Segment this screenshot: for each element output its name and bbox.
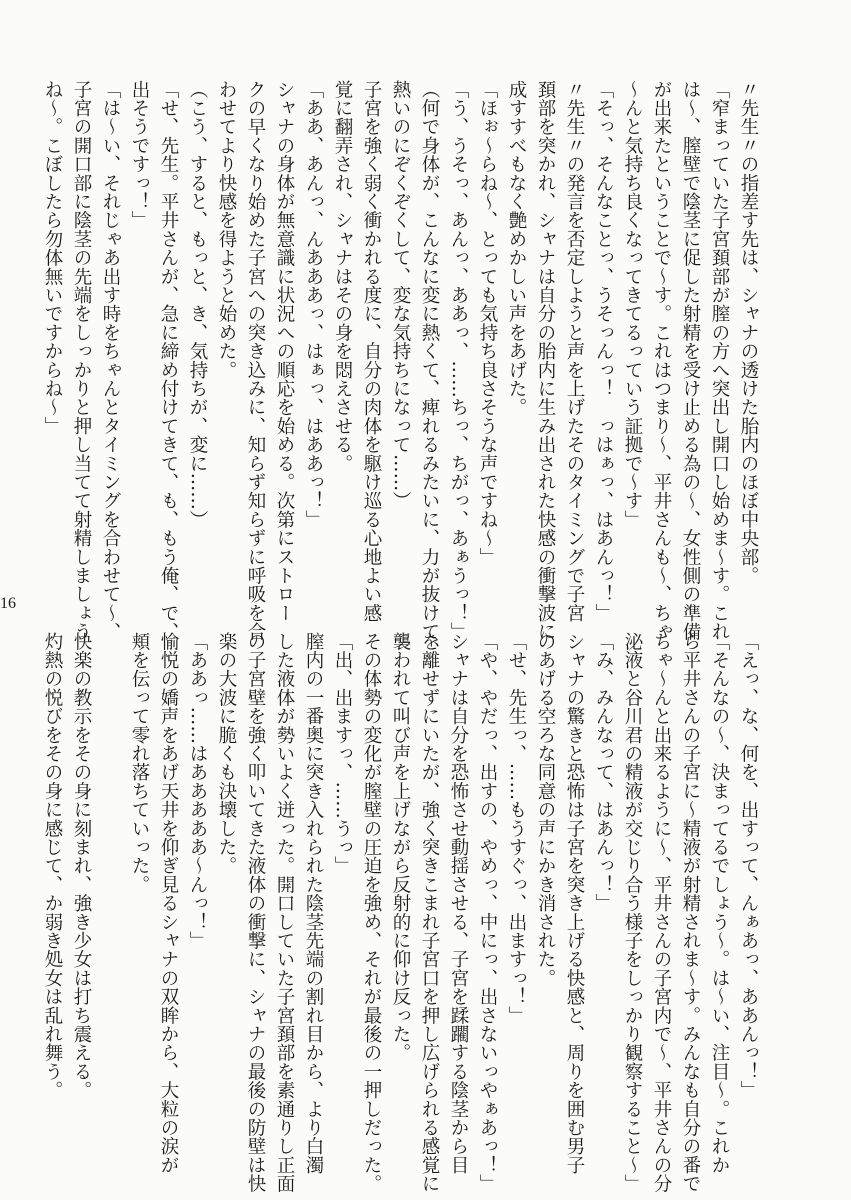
text-line: 子宮の開口部に陰茎の先端をしっかりと押し当てて射精しましょう xyxy=(71,80,92,641)
text-line: 熱いのにぞくぞくして、変な気持ちになって……） xyxy=(390,80,411,511)
text-line: （何で身体が、こんなに変に熱くて、痺れるみたいに、力が抜けて、 xyxy=(419,80,440,660)
text-line: 「せ、先生っ、……もうすぐっ、出ますっ！」 xyxy=(506,632,527,1025)
page-number: 16 xyxy=(0,595,16,612)
text-line: 頚部を突かれ、シャナは自分の胎内に生み出された快感の衝撃波に xyxy=(535,80,556,641)
text-line: シャナは自分を恐怖させ動揺させる、子宮を蹂躙する陰茎から目 xyxy=(448,632,469,1175)
upper-text-block xyxy=(42,80,763,660)
text-line: 頬を伝って零れ落ちていった。 xyxy=(129,632,150,894)
text-line: 快楽の教示をその身に刻まれ、強き少女は打ち震える。 xyxy=(71,632,92,1100)
text-line: 襲われて叫び声を上げながら反射的に仰け反った。 xyxy=(390,632,411,1063)
text-line: 「み、みんなって、はあんっ！」 xyxy=(593,632,614,913)
text-line: 「ほぉ～らね～、とっても気持ち良さそうな声ですね～」 xyxy=(477,80,498,567)
text-line: 「そんなの～、決まってるでしょう～。は～い、注目～。これか xyxy=(709,632,730,1175)
text-line: 楽の大波に脆くも決壊した。 xyxy=(216,632,237,876)
text-line: 〃先生〃の指差す先は、シャナの透けた胎内のほぼ中央部。 xyxy=(738,80,759,585)
text-line: その体勢の変化が膣壁の圧迫を強め、それが最後の一押しだった。 xyxy=(361,632,382,1193)
text-line: 「出、出ますっ、……うっ」 xyxy=(332,632,353,876)
text-line: 「は～い、それじゃあ出す時をちゃんとタイミングを合わせて～、 xyxy=(100,80,121,641)
text-line: 「う、うそっ、あんっ、ああっ、……ちっ、ちがっ、あぁうっ！」 xyxy=(448,80,469,641)
text-line: 「や、やだっ、出すの、やめっ、中にっ、出さないっやぁあっ！」 xyxy=(477,632,498,1193)
text-line: 「窄まっていた子宮頚部が膣の方へ突出し開口し始めま～す。これ xyxy=(709,80,730,641)
text-line: 覚に翻弄され、シャナはその身を悶えさせる。 xyxy=(332,80,353,473)
text-line: シャナの身体が無意識に状況への順応を始める。次第にストロー xyxy=(274,80,295,623)
text-line: 「えっ、な、何を、出すって、んぁあっ、ああんっ！」 xyxy=(738,632,759,1100)
text-line: は～、膣壁で陰茎に促した射精を受け止める為の～、女性側の準備 xyxy=(680,80,701,641)
text-line: 子宮を強く弱く衝かれる度に、自分の肉体を駆け巡る心地よい感 xyxy=(361,80,382,623)
text-line: わせてより快感を得ようと始めた。 xyxy=(216,80,237,380)
text-line: ら平井さんの子宮に～精液が射精されま～す。みんなも自分の番で xyxy=(680,632,701,1193)
text-line: 成すすべもなく艶めかしい声をあげた。 xyxy=(506,80,527,417)
text-line: ～んと気持ち良くなってきてるっていう証拠で～す」 xyxy=(622,80,643,529)
text-line: 愉悦の嬌声をあげ天井を仰ぎ見るシャナの双眸から、大粒の涙が xyxy=(158,632,179,1175)
text-line: 「ああっ……はあああああ～んっ！」 xyxy=(187,632,208,950)
text-line: 泌液と谷川君の精液が交じり合う様子をしっかり観察すること～」 xyxy=(622,632,643,1193)
text-line: の子宮壁を強く叩いてきた液体の衝撃に、シャナの最後の防壁は快 xyxy=(245,632,266,1193)
text-line: 灼熱の悦びをその身に感じて、か弱き処女は乱れ舞う。 xyxy=(42,632,63,1100)
text-line: （こう、すると、もっと、き、気持ちが、変に……） xyxy=(187,80,208,529)
text-line: 出そうですっ！」 xyxy=(129,80,150,230)
text-line: を離せずにいたが、強く突きこまれ子宮口を押し広げられる感覚に xyxy=(419,632,440,1193)
text-line: が出来たということで～す。これはつまり～、平井さんも～、ちゃ xyxy=(651,80,672,641)
text-line: した液体が勢いよく迸った。開口していた子宮頚部を素通りし正面 xyxy=(274,632,295,1193)
text-line: 〃先生〃の発言を否定しようと声を上げたそのタイミングで子宮 xyxy=(564,80,585,623)
text-line: 「ああ、あんっ、んあああっ、はぁっ、はああっ！」 xyxy=(303,80,324,529)
lower-text-block xyxy=(42,632,763,1193)
text-line: 「せ、先生。平井さんが、急に締め付けてきて、も、もう俺、で、 xyxy=(158,80,179,641)
blank-line xyxy=(96,632,125,1102)
text-line: 「そっ、そんなことっ、うそっんっ！ っはぁっ、はあんっ！」 xyxy=(593,80,614,623)
text-line: ちゃ～んと出来るように～、平井さんの子宮内で～、平井さんの分 xyxy=(651,632,672,1193)
text-line: 膣内の一番奥に突き入れられた陰茎先端の割れ目から、より白濁 xyxy=(303,632,324,1175)
text-line: ね～。こぼしたら勿体無いですからね～」 xyxy=(42,80,63,436)
text-line: シャナの驚きと恐怖は子宮を突き上げる快感と、周りを囲む男子 xyxy=(564,632,585,1175)
text-line: のあげる空ろな同意の声にかき消された。 xyxy=(535,632,556,988)
text-line: クの早くなり始めた子宮への突き込みに、知らず知らずに呼吸を合 xyxy=(245,80,266,641)
